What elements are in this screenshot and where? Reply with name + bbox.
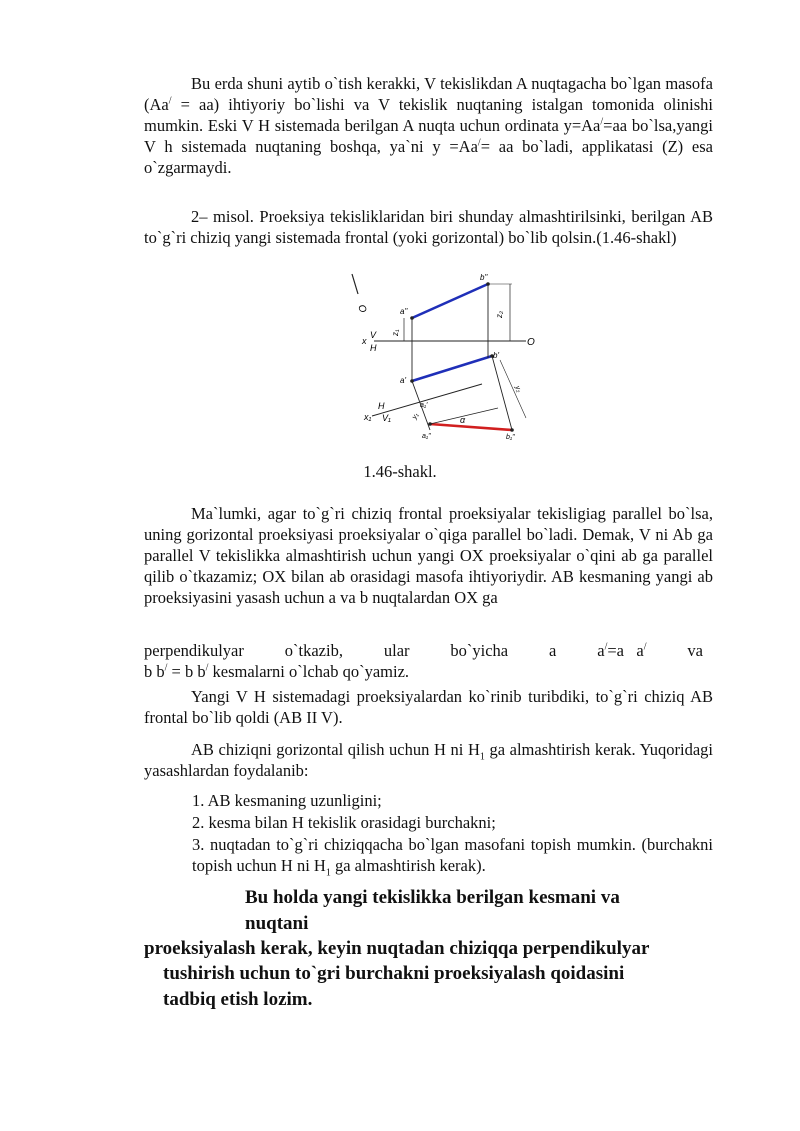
axis-x1-line (372, 384, 482, 416)
prime-mark: / (477, 137, 481, 149)
text: kesmalarni o`lchab qo`yamiz. (208, 662, 410, 681)
word: ular (383, 641, 410, 660)
label-alpha: α (460, 415, 466, 425)
paragraph-1-text-c: =aa bo`lsa,yangi V h sistemada nuqtaning boshqa, ya`ni y =Aa (144, 116, 713, 156)
point-b-bottom (510, 428, 514, 432)
paragraph-5: Yangi V H sistemadagi proeksiyalardan ko`rinib turibdiki, to`g`ri chiziq AB frontal bo`lib qoldi (AB II V). (144, 687, 713, 727)
label-o-right: O (527, 337, 535, 348)
word: a (636, 641, 644, 660)
label-a-bottom: a₁" (422, 433, 431, 440)
label-x: x (362, 336, 367, 346)
segment-a2b2 (412, 284, 488, 318)
paragraph-1-text-d: = aa bo`ladi, applikatasi (Z) esa o`zgarmaydi. (144, 137, 713, 177)
bold-line-1: Bu holda yangi tekislikka berilgan kesmani va (245, 887, 620, 908)
perp-b (492, 356, 512, 430)
prime-mark: / (205, 662, 209, 674)
word: va (687, 641, 703, 660)
segment-a1b1 (412, 356, 492, 381)
bold-line-5: tadbiq etish lozim. (163, 989, 313, 1010)
list-item-3 (192, 834, 713, 879)
label-h2: H (378, 401, 385, 411)
text: AB chiziqni gorizontal qilish uchun H ni H (191, 740, 480, 759)
prime-mark: / (600, 116, 604, 128)
paragraph-4 (144, 640, 713, 682)
label-b2: b" (480, 273, 488, 282)
paragraph-2: 2– misol. Proeksiya tekisliklaridan biri shunday almashtirilsinki, berilgan AB to`g`ri chiziq yangi sistemada frontal (yoki gorizontal) bo`lib qolsin.(1.46-shakl) (144, 207, 713, 247)
point-b2 (486, 282, 490, 286)
paragraph-3: Ma`lumki, agar to`g`ri chiziq frontal proeksiyalar tekisligiag parallel bo`lsa, uning gorizontal proeksiyasi proeksiyalar o`qiga parallel bo`ladi. Demak, V ni Ab ga parallel V tekislikka almashtirish uchun yangi OX proeksiyalar o`qini ab ga parallel qilib o`tkazamiz; OX bilan ab orasidagi masofa ihtiyoriydir. AB kesmaning yangi ab proeksiyasini yasash uchun a va b nuqtalardan OX ga (144, 504, 713, 607)
figure-1-46 (340, 268, 550, 443)
point-a1 (410, 379, 414, 383)
figure-caption: 1.46-shakl. (363, 462, 437, 481)
paragraph-1-text-a: Bu erda shuni aytib o`tish kerakki, V tekislikdan A nuqtagacha bo`lgan masofa (Aa (144, 74, 713, 114)
paragraph-6 (144, 739, 713, 781)
text: b b (144, 662, 165, 681)
label-z-a: z₁ (391, 329, 400, 336)
text: 3. nuqtadan to`g`ri chiziqqacha bo`lgan masofani topish mumkin. (burchakni topish uchun H ni H (192, 835, 713, 875)
word: bo`yicha (450, 641, 509, 660)
paragraph-1-text-b: = aa) ihtiyoriy bo`lishi va V tekislik nuqtaning istalgan tomonida olinishi mumkin. Eski V H sistemada berilgan A nuqta uchun ordinata y=Aa (144, 95, 713, 135)
text: ga almashtirish kerak). (330, 856, 486, 875)
bold-line-4: tushirish uchun to`gri burchakni proeksiyalash qoidasini (163, 963, 625, 984)
projection-diagram (340, 268, 550, 443)
word: o`tkazib, (284, 641, 343, 660)
text: = b b (167, 662, 206, 681)
text: ga almashtirish kerak. Yuqoridagi yasashlardan foydalanib: (144, 740, 713, 780)
segment-new-projection (430, 424, 512, 430)
label-b-bottom: b₁" (506, 434, 515, 441)
prime-mark: / (604, 641, 608, 653)
list-item-2: 2. kesma bilan H tekislik orasidagi burchakni; (192, 813, 496, 832)
label-b1: b' (493, 351, 499, 360)
word: =a (607, 641, 624, 660)
subscript: 1 (479, 751, 485, 763)
point-a-bottom (428, 422, 432, 426)
label-a2: a" (400, 307, 408, 316)
word: perpendikulyar (144, 641, 244, 660)
label-v: V (370, 330, 377, 340)
paragraph-4-line-2 (144, 661, 713, 682)
bold-line-3: proeksiyalash kerak, keyin nuqtadan chiziqqa perpendikulyar (144, 938, 650, 959)
label-z-b: z₂ (495, 310, 504, 318)
prime-mark: / (164, 662, 168, 674)
label-a11: a₁′ (420, 402, 428, 409)
paragraph-1 (144, 73, 713, 178)
word-group (597, 640, 646, 661)
label-x1: x₁ (364, 412, 372, 422)
label-v1: V₁ (382, 413, 391, 423)
label-y-a: y₁ (411, 412, 421, 421)
list-item-1: 1. AB kesmaning uzunligini; (192, 791, 382, 810)
prime-mark: / (168, 95, 172, 107)
label-o: O (355, 303, 369, 315)
word: a (549, 641, 557, 660)
label-h: H (370, 343, 377, 353)
bold-line-2: nuqtani (245, 913, 309, 934)
word: a (597, 641, 605, 660)
paragraph-4-line-1 (144, 640, 713, 661)
axis-tick-line (352, 274, 358, 294)
label-a1: a' (400, 376, 406, 385)
point-a2 (410, 316, 414, 320)
subscript: 1 (325, 867, 331, 879)
label-y-b: y₂ (513, 385, 523, 394)
prime-mark: / (643, 641, 647, 653)
